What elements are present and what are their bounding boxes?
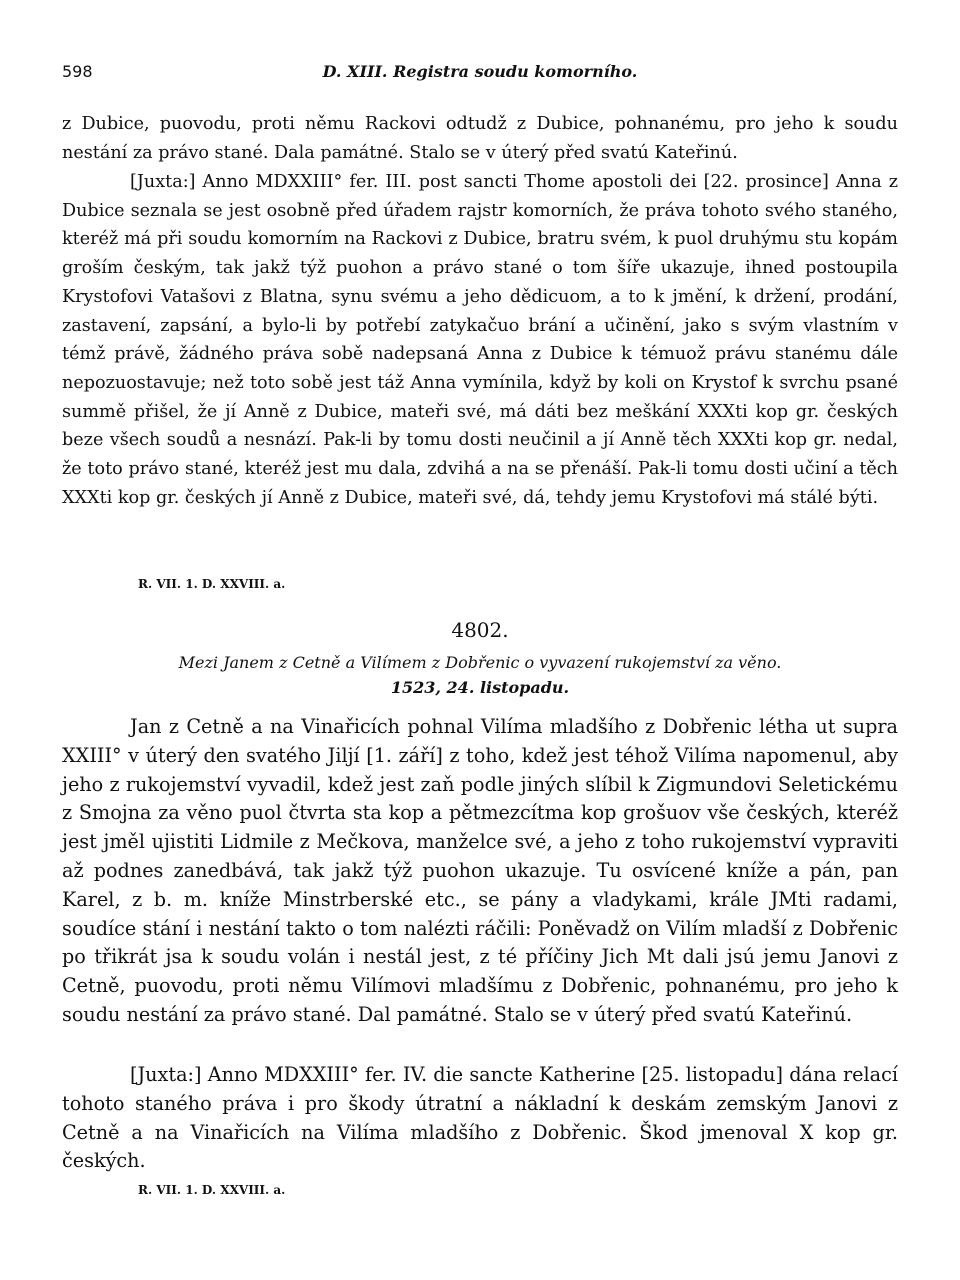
- entry-4802-reference: R. VII. 1. D. XXVIII. a.: [138, 1183, 286, 1197]
- entry-date: 1523, 24. listopadu.: [390, 678, 570, 697]
- entry-4801-juxta-paragraph: [Juxta:] Anno MDXXIII° fer. III. post sancti Thome apostoli dei [22. prosince] Anna z Dubice seznala se jest osobně před úřadem rajstr komorních, že práva tohoto svého staného, kteréž má při soudu komorním na Rackovi z Dubice, bratru svém, k puol druhýmu stu kopám groším českým, tak jakž týž puohon a právo stané o tom šíře ukazuje, ihned postoupila Krystofovi Vatašovi z Blatna, synu svému a jeho dědicuom, a to k jmění, k držení, prodání, zastavení, zapsání, a bylo-li by potřebí zatykačuo brání a učinění, jako s svým vlastním v témž právě, žádného práva sobě nadepsaná Anna z Dubice k témuož právu stanému dále nepozuostavuje; než toto sobě jest táž Anna vymínila, když by koli on Krystof k svrchu psané summě přišel, že jí Anně z Dubice, mateři své, má dáti bez meškání XXXti kop gr. českých beze všech soudů a nesnází. Pak-li by tomu dosti neučinil a jí Anně těch XXXti kop gr. nedal, že toto právo stané, kteréž jest mu dala, zdvihá a na se přenáší. Pak-li tomu dosti učiní a těch XXXti kop gr. českých jí Anně z Dubice, mateři své, dá, tehdy jemu Krystofovi má stálé býti.: [62, 172, 898, 508]
- document-page: [62, 0, 898, 1280]
- entry-title: Mezi Janem z Cetně a Vilímem z Dobřenic o vyvazení rukojemství za věno.: [178, 653, 782, 672]
- entry-4802-main-text: Jan z Cetně a na Vinařicích pohnal Vilíma mladšího z Dobřenic létha ut supra XXIII° v úterý den svatého Jiljí [1. září] z toho, kdež jest téhož Vilíma napomenul, aby jeho z rukojemství vyvadil, kdež jest zaň podle jiných slíbil k Zigmundovi Seletickému z Smojna za věno puol čtvrta sta kop a pětmezcítma kop grošuov vše českých, kteréž jest jměl ujistiti Lidmile z Mečkova, manželce své, a jeho z toho rukojemství vypraviti až podnes zanedbává, tak jakž týž puohon ukazuje. Tu osvícené kníže a pán, pan Karel, z b. m. kníže Minstrberské etc., se pány a vladykami, krále JMti radami, soudíce stání i nestání takto o tom nalézti ráčili: Poněvadž on Vilím mladší z Dobřenic po třikrát jsa k soudu volán i nestál jest, z té příčiny Jich Mt dali jsú jemu Janovi z Cetně, puovodu, proti němu Vilímovi mladšímu z Dobřenic, pohnanému, pro jeho k soudu nestání za právo stané. Dal památné. Stalo se v úterý před svatú Kateřinú.: [62, 715, 898, 1026]
- page-number: 598: [62, 62, 93, 81]
- entry-4802-juxta-paragraph: [Juxta:] Anno MDXXIII° fer. IV. die sancte Katherine [25. listopadu] dána relací tohoto staného práva i pro škody útratní a nákladní k deskám zemským Janovi z Cetně a na Vinařicích na Vilíma mladšího z Dobřenic. Škod jmenoval X kop gr. českých.: [62, 1063, 898, 1173]
- entry-number: 4802.: [451, 618, 509, 642]
- entry-4801-reference: R. VII. 1. D. XXVIII. a.: [138, 577, 286, 591]
- page-header: [62, 62, 898, 86]
- running-head: D. XIII. Registra soudu komorního.: [322, 62, 638, 81]
- entry-4801-continuation-text: z Dubice, puovodu, proti němu Rackovi odtudž z Dubice, pohnanému, pro jeho k soudu nestání za právo stané. Dala památné. Stalo se v úterý před svatú Kateřinú.: [62, 114, 898, 163]
